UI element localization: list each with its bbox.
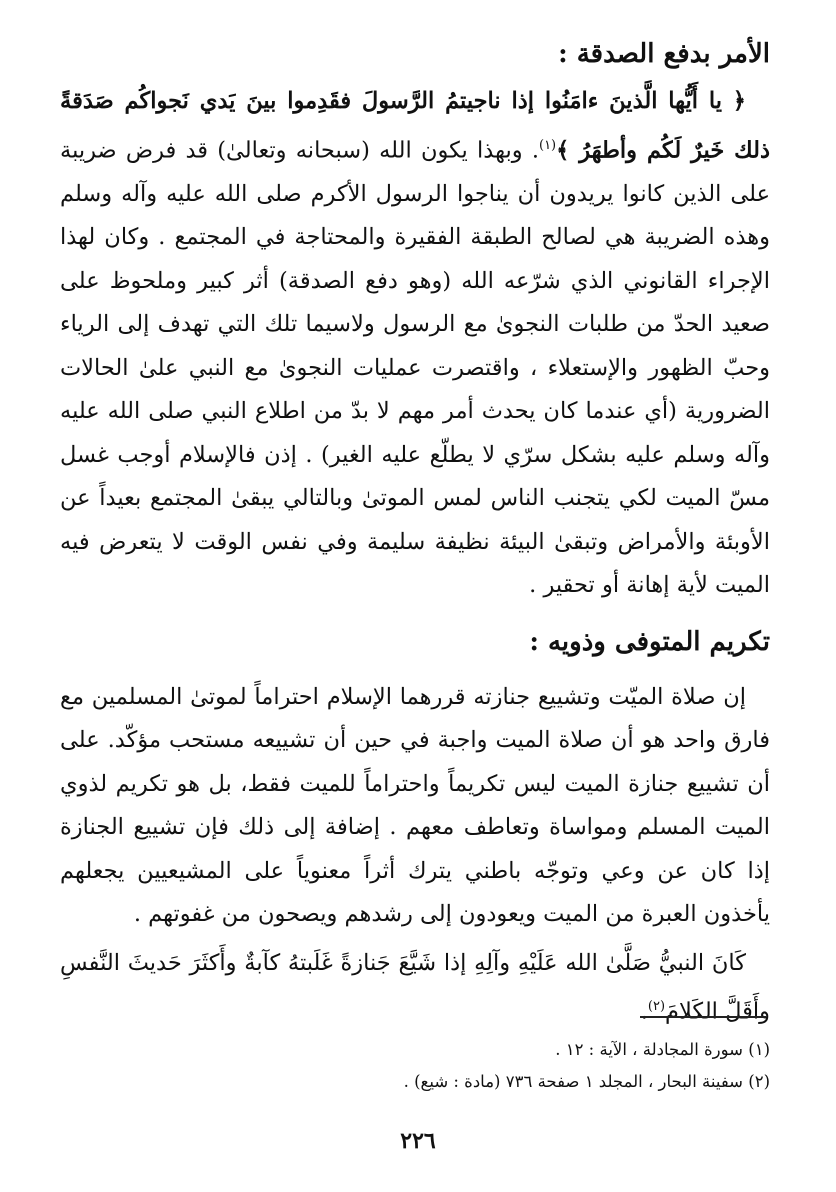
section-heading-charity: الأمر بدفع الصدقة : bbox=[558, 39, 770, 69]
footnote-ref-2: (٢) bbox=[647, 998, 666, 1014]
paragraph-honoring: إن صلاة الميّت وتشييع جنازته قررهما الإسلام احتراماً لموتىٰ المسلمين مع فارق واحد هو أن صلاة الميت واجبة في حين أن تشييعه مستحب مؤكّد. على أن تشييع جنازة الميت ليس تكريماً واحتراماً للميت فقط، بل هو تكريم لذوي الميت المسلم ومواساة وتعاطف معهم . إضافة إلى ذلك فإن تشييع الجنازة إذا كان عن وعي وتوجّه باطني يترك أثراً معنوياً على المشيعيين يجعلهم يأخذون العبرة من الميت ويعودون إلى رشدهم ويصحون من غفوتهم . bbox=[60, 683, 770, 927]
section-heading-honoring: تكريم المتوفى وذويه : bbox=[529, 626, 770, 657]
footnote-2: (٢) سفينة البحار ، المجلد ١ صفحة ٧٣٦ (مادة : شيع) . bbox=[403, 1072, 770, 1091]
footnote-ref-1: (١) bbox=[538, 137, 557, 153]
quran-verse: ﴿ يا أَيُّها الَّذينَ ءامَنُوا إذا ناجيتمُ الرَّسولَ فقَدِموا بينَ يَدي نَجواكُم صَدَقةً ذلك خَيرٌ لَكُم وأطهَرُ ﴾ bbox=[60, 88, 770, 163]
paragraph-charity bbox=[60, 80, 770, 608]
page-body bbox=[60, 30, 770, 1033]
hadith-quote bbox=[60, 941, 770, 1034]
hadith-end: . bbox=[640, 998, 648, 1024]
page-number: ٢٢٦ bbox=[400, 1128, 436, 1154]
hadith-text: كَانَ النبيُّ صَلَّىٰ الله عَلَيْهِ وآلِهِ إذا شَيَّعَ جَنازةً غَلَبتهُ كآبةٌ وأَكثَرَ حَديثَ النَّفسِ وأَقَلَّ الكَلامَ bbox=[60, 949, 770, 1024]
footnote-1: (١) سورة المجادلة ، الآية : ١٢ . bbox=[555, 1040, 770, 1059]
footnotes bbox=[60, 1034, 770, 1098]
footnote-divider bbox=[640, 1016, 766, 1018]
paragraph-charity-body: . وبهذا يكون الله (سبحانه وتعالىٰ) قد فرض ضريبة على الذين كانوا يريدون أن يناجوا الرسول الأكرم صلى الله عليه وآله وسلم وهذه الضريبة هي لصالح الطبقة الفقيرة والمحتاجة في المجتمع . وكان لهذا الإجراء القانوني الذي شرّعه الله (وهو دفع الصدقة) أثر كبير وملحوظ على صعيد الحدّ من طلبات النجوىٰ مع الرسول ولاسيما تلك التي تهدف إلى الرياء وحبّ الظهور والإستعلاء ، واقتصرت عمليات النجوىٰ مع النبي علىٰ الحالات الضرورية (أي عندما كان يحدث أمر مهم لا بدّ من اطلاع النبي صلى الله عليه وآله وسلم عليه بشكل سرّي لا يطلّع عليه الغير) . إذن فالإسلام أوجب غسل مسّ الميت لكي يتجنب الناس لمس الموتىٰ وبالتالي يبقىٰ المجتمع بعيداً عن الأوبئة والأمراض وتبقىٰ البيئة نظيفة سليمة وفي نفس الوقت لا يتعرض فيه الميت لأية إهانة أو تحقير . bbox=[60, 137, 770, 598]
